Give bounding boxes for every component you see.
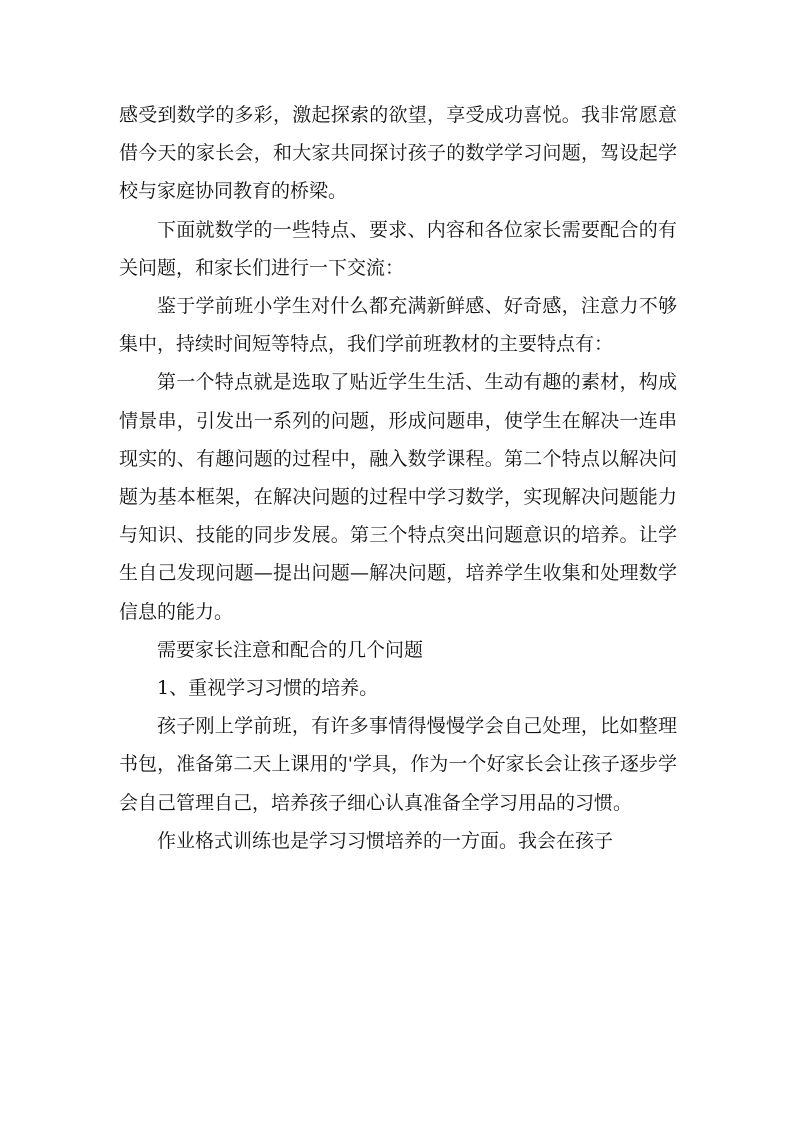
section-heading: 需要家长注意和配合的几个问题 [157,638,424,661]
paragraph-1: 感受到数学的多彩，激起探索的欲望，享受成功喜悦。我非常愿意借今天的家长会，和大家共同探讨孩子的数学学习问题，驾设起学校与家庭协同教育的桥梁。 [119,104,677,203]
paragraph-4: 第一个特点就是选取了贴近学生生活、生动有趣的素材，构成情景串，引发出一系列的问题，形成问题串，使学生在解决一连串现实的、有趣问题的过程中，融入数学课程。第二个特点以解决问题为基本框架，在解决问题的过程中学习数学，实现解决问题能力与知识、技能的同步发展。第三个特点突出问题意识的培养。让学生自己发现问题—提出问题—解决问题，培养学生收集和处理数学信息的能力。 [119,371,677,623]
paragraph-2: 下面就数学的一些特点、要求、内容和各位家长需要配合的有关问题，和家长们进行一下交流： [119,218,677,279]
paragraph-3: 鉴于学前班小学生对什么都充满新鲜感、好奇感，注意力不够集中，持续时间短等特点，我们学前班教材的主要特点有： [119,295,677,356]
document-body [119,96,677,860]
numbered-item-1: 1、重视学习习惯的培养。 [157,677,379,700]
paragraph-7: 孩子刚上学前班，有许多事情得慢慢学会自己处理，比如整理书包，准备第二天上课用的'学具，作为一个好家长会让孩子逐步学会自己管理自己，培养孩子细心认真准备全学习用品的习惯。 [119,715,677,814]
paragraph-8: 作业格式训练也是学习习惯培养的一方面。我会在孩子 [157,829,614,852]
